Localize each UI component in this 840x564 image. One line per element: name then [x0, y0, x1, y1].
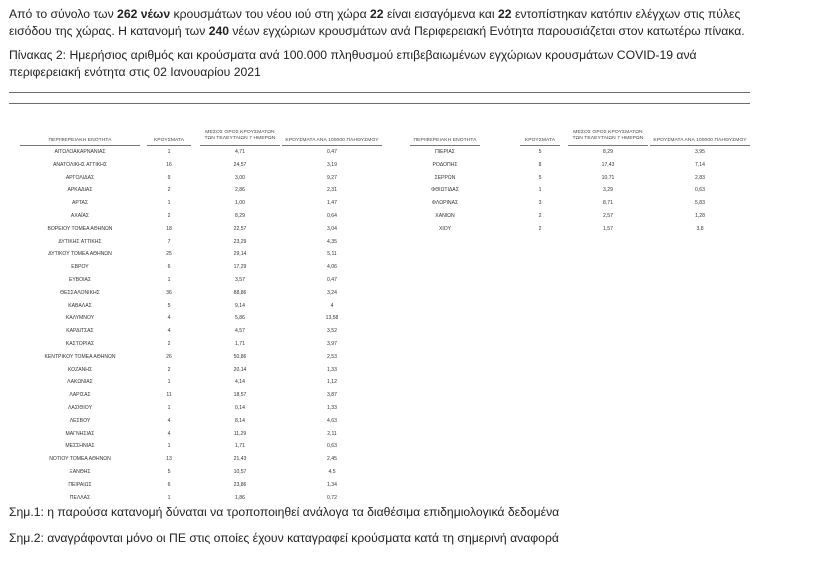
cell-cases: 5	[538, 174, 542, 181]
cell-avg7: 4,14	[235, 379, 245, 386]
cell-per100k: 4,06	[327, 264, 337, 271]
cell-per100k: 1,12	[327, 379, 337, 386]
cell-cases: 4	[167, 417, 171, 424]
cell-avg7: 11,29	[233, 430, 247, 437]
cell-region: ΔΥΤΙΚΟΥ ΤΟΜΕΑ ΑΘΗΝΩΝ	[48, 251, 112, 258]
cell-per100k: 3,24	[327, 289, 337, 296]
cell-avg7: 22,57	[233, 225, 247, 232]
cell-avg7: 3,00	[235, 174, 245, 181]
cell-cases: 6	[167, 481, 171, 488]
cell-cases: 1	[167, 200, 171, 207]
cell-per100k: 3,95	[695, 149, 705, 155]
header-region: ΠΕΡΙΦΕΡΕΙΑΚΗ ΕΝΟΤΗΤΑ	[48, 138, 112, 143]
cell-avg7: 2,86	[235, 187, 245, 194]
cell-avg7: 2,57	[603, 213, 613, 219]
cell-avg7: 1,71	[235, 443, 245, 450]
cell-avg7: 17,29	[233, 264, 247, 271]
cell-cases: 2	[167, 187, 171, 194]
cell-avg7: 3,29	[603, 187, 613, 194]
cell-avg7: 0,14	[235, 405, 245, 411]
cell-per100k: 3,8	[696, 225, 704, 232]
cell-region: ΠΕΛΛΑΣ	[69, 494, 91, 501]
header-per100k: ΚΡΟΥΣΜΑΤΑ ΑΝΑ 100000 ΠΛΗΘΥΣΜΟΥ	[285, 138, 379, 143]
cell-cases: 4	[167, 328, 171, 335]
cell-avg7: 29,14	[233, 251, 247, 258]
cell-per100k: 9,27	[327, 174, 337, 181]
cell-per100k: 2,53	[327, 353, 337, 360]
header-cases: ΚΡΟΥΣΜΑΤΑ	[153, 138, 185, 143]
cell-cases: 1	[167, 443, 171, 450]
cell-per100k: 4,5	[328, 469, 336, 475]
cell-cases: 2	[538, 213, 542, 219]
cell-per100k: 0,72	[327, 494, 337, 501]
cell-per100k: 0,63	[327, 443, 337, 450]
intro-imported: 22	[370, 7, 384, 21]
table-left	[20, 130, 400, 500]
cell-region: ΚΟΖΑΝΗΣ	[67, 366, 93, 373]
intro-text-2: κρουσμάτων του νέου ιού στη χώρα	[170, 7, 371, 21]
note-1: Σημ.1: η παρούσα κατανομή δύναται να τροποποιηθεί ανάλογα τα διαθέσιμα επιδημιολογικά δεδομένα	[9, 505, 560, 519]
cell-cases: 2	[167, 341, 171, 347]
cell-region: ΡΟΔΟΠΗΣ	[432, 161, 458, 168]
cell-cases: 1	[167, 149, 171, 155]
header-underline-per100k	[650, 145, 750, 146]
cell-region: ΛΑΚΩΝΙΑΣ	[67, 379, 93, 386]
cell-cases: 13	[166, 456, 172, 463]
cell-per100k: 13,58	[325, 315, 339, 322]
cell-cases: 8	[538, 161, 542, 168]
cell-per100k: 2,11	[327, 430, 337, 437]
cell-region: ΘΕΣΣΑΛΟΝΙΚΗΣ	[60, 289, 100, 296]
cell-region: ΑΝΑΤΟΛΙΚΗΣ ΑΤΤΙΚΗΣ	[52, 161, 108, 168]
cell-region: ΚΕΝΤΡΙΚΟΥ ΤΟΜΕΑ ΑΘΗΝΩΝ	[44, 353, 116, 360]
table-caption: Πίνακας 2: Ημερήσιος αριθμός και κρούσματα ανά 100.000 πληθυσμού επιβεβαιωμένων εγχώριων κρουσμάτων COVID-19 ανά περιφερειακή ενότητα στις 02 Ιανουαρίου 2021	[9, 48, 697, 79]
intro-border-checks: 22	[498, 7, 512, 21]
cell-region: ΛΕΣΒΟΥ	[69, 417, 91, 424]
header-underline-cases	[520, 145, 560, 146]
cell-cases: 1	[167, 494, 171, 501]
cell-region: ΚΑΒΑΛΑΣ	[68, 302, 92, 309]
cell-region: ΝΟΤΙΟΥ ΤΟΜΕΑ ΑΘΗΝΩΝ	[49, 456, 111, 463]
cell-per100k: 3,97	[327, 341, 337, 347]
cell-avg7: 1,00	[235, 200, 245, 207]
header-underline-per100k	[282, 145, 382, 146]
cell-per100k: 1,34	[327, 481, 337, 488]
cell-per100k: 1,33	[327, 405, 337, 411]
cell-region: ΑΡΚΑΔΙΑΣ	[67, 187, 93, 194]
cell-cases: 1	[167, 277, 171, 283]
intro-text-3: είναι εισαγόμενα και	[383, 7, 499, 21]
cell-per100k: 3,04	[327, 225, 337, 232]
cell-per100k: 4,63	[327, 417, 337, 424]
cell-cases: 25	[166, 251, 172, 258]
cell-cases: 5	[538, 149, 542, 155]
cell-per100k: 2,31	[327, 187, 337, 194]
cell-avg7: 18,57	[233, 392, 247, 399]
cell-region: ΑΙΤΩΛΟΑΚΑΡΝΑΝΙΑΣ	[54, 149, 106, 155]
intro-text-1: Από το σύνολο των	[9, 7, 118, 21]
cell-region: ΕΒΡΟΥ	[71, 264, 89, 271]
header-region: ΠΕΡΙΦΕΡΕΙΑΚΗ ΕΝΟΤΗΤΑ	[413, 138, 477, 143]
cell-region: ΠΙΕΡΙΑΣ	[435, 149, 455, 155]
divider-top	[9, 92, 750, 93]
cell-per100k: 0,47	[327, 149, 337, 155]
cell-cases: 5	[167, 302, 171, 309]
cell-region: ΞΑΝΘΗΣ	[69, 469, 91, 475]
cell-per100k: 0,64	[327, 213, 337, 219]
cell-cases: 1	[167, 405, 171, 411]
intro-total-new: 262 νέων	[117, 7, 171, 21]
header-per100k: ΚΡΟΥΣΜΑΤΑ ΑΝΑ 100000 ΠΛΗΘΥΣΜΟΥ	[653, 138, 747, 143]
header-cases: ΚΡΟΥΣΜΑΤΑ	[524, 138, 556, 143]
cell-cases: 1	[538, 187, 542, 194]
intro-domestic: 240	[208, 23, 230, 38]
header-underline-region	[410, 145, 480, 146]
cell-per100k: 0,63	[695, 187, 705, 194]
cell-per100k: 2,83	[695, 174, 705, 181]
intro-text-5: νέων εγχώριων κρουσμάτων ανά Περιφερειακή Ενότητα παρουσιάζεται στον κατωτέρω πίνακα.	[229, 23, 745, 38]
cell-per100k: 4	[330, 302, 334, 309]
cell-per100k: 3,87	[327, 392, 337, 399]
cell-region: ΑΡΓΟΛΙΔΑΣ	[65, 174, 95, 181]
table-right	[410, 130, 760, 250]
cell-avg7: 10,57	[233, 469, 247, 475]
cell-avg7: 21,43	[233, 456, 247, 463]
cell-per100k: 3,52	[327, 328, 337, 335]
cell-per100k: 1,47	[327, 200, 337, 207]
cell-per100k: 2,45	[327, 456, 337, 463]
cell-avg7: 1,71	[235, 341, 245, 347]
cell-avg7: 9,14	[235, 302, 245, 309]
cell-avg7: 5,86	[235, 315, 245, 322]
cell-region: ΜΑΓΝΗΣΙΑΣ	[65, 430, 95, 437]
cell-region: ΚΑΛΥΜΝΟΥ	[65, 315, 95, 322]
cell-per100k: 5,11	[327, 251, 337, 258]
cell-cases: 6	[167, 264, 171, 271]
cell-cases: 4	[167, 315, 171, 322]
cell-avg7: 10,71	[601, 174, 615, 181]
cell-cases: 4	[167, 430, 171, 437]
divider-bottom	[9, 103, 750, 104]
cell-avg7: 1,57	[603, 225, 613, 232]
header-underline-region	[20, 145, 140, 146]
cell-per100k: 1,33	[327, 366, 337, 373]
cell-cases: 9	[167, 174, 171, 181]
cell-region: ΔΥΤΙΚΗΣ ΑΤΤΙΚΗΣ	[58, 238, 102, 245]
cell-avg7: 8,29	[603, 149, 613, 155]
cell-cases: 2	[167, 213, 171, 219]
cell-avg7: 4,57	[235, 328, 245, 335]
cell-avg7: 24,57	[233, 161, 247, 168]
cell-region: ΑΧΑΪΑΣ	[70, 213, 90, 219]
cell-region: ΜΕΣΣΗΝΙΑΣ	[65, 443, 95, 450]
cell-avg7: 8,71	[603, 200, 613, 207]
header-avg7: ΜΕΣΟΣ ΟΡΟΣ ΚΡΟΥΣΜΑΤΩΝ ΤΩΝ ΤΕΛΕΥΤΑΙΩΝ 7 ΗΜΕΡΩΝ	[204, 130, 276, 141]
cell-cases: 2	[167, 366, 171, 373]
cell-region: ΣΕΡΡΩΝ	[434, 174, 456, 181]
cell-region: ΦΘΙΩΤΙΔΑΣ	[431, 187, 459, 194]
cell-per100k: 7,14	[695, 161, 705, 168]
cell-avg7: 3,57	[235, 277, 245, 283]
cell-avg7: 8,29	[235, 213, 245, 219]
cell-cases: 16	[166, 161, 172, 168]
cell-avg7: 50,86	[233, 353, 247, 360]
cell-region: ΛΑΡΙΣΑΣ	[69, 392, 91, 399]
cell-region: ΚΑΣΤΟΡΙΑΣ	[65, 341, 95, 347]
cell-cases: 5	[167, 469, 171, 475]
cell-avg7: 1,86	[235, 494, 245, 501]
header-underline-cases	[147, 145, 191, 146]
cell-region: ΚΑΡΔΙΤΣΑΣ	[66, 328, 94, 335]
cell-region: ΧΙΟΥ	[438, 225, 451, 232]
cell-per100k: 0,47	[327, 277, 337, 283]
cell-cases: 18	[166, 225, 172, 232]
cell-cases: 1	[167, 379, 171, 386]
cell-avg7: 4,71	[235, 149, 245, 155]
cell-cases: 2	[538, 225, 542, 232]
cell-avg7: 20,14	[233, 366, 247, 373]
cell-per100k: 4,35	[327, 238, 337, 245]
note-2: Σημ.2: αναγράφονται μόνο οι ΠΕ στις οποίες έχουν καταγραφεί κρούσματα κατά τη σημερινή αναφορά	[9, 531, 559, 545]
cell-avg7: 23,86	[233, 481, 247, 488]
cell-cases: 11	[166, 392, 172, 399]
header-avg7: ΜΕΣΟΣ ΟΡΟΣ ΚΡΟΥΣΜΑΤΩΝ ΤΩΝ ΤΕΛΕΥΤΑΙΩΝ 7 ΗΜΕΡΩΝ	[572, 130, 644, 141]
cell-cases: 7	[167, 238, 171, 245]
cell-region: ΒΟΡΕΙΟΥ ΤΟΜΕΑ ΑΘΗΝΩΝ	[47, 225, 113, 232]
cell-cases: 36	[166, 289, 172, 296]
cell-avg7: 23,29	[233, 238, 247, 245]
header-underline-avg7	[200, 145, 280, 146]
cell-region: ΦΛΩΡΙΝΑΣ	[431, 200, 459, 207]
cell-region: ΕΥΒΟΙΑΣ	[68, 277, 92, 283]
cell-avg7: 8,14	[235, 417, 245, 424]
cell-per100k: 5,83	[695, 200, 705, 207]
cell-region: ΑΡΤΑΣ	[71, 200, 89, 207]
cell-per100k: 1,28	[695, 213, 705, 219]
cell-avg7: 88,86	[233, 289, 247, 296]
cell-per100k: 3,19	[327, 161, 337, 168]
cell-region: ΠΕΙΡΑΙΩΣ	[68, 481, 92, 488]
cell-avg7: 17,43	[601, 161, 615, 168]
intro-paragraph	[9, 6, 769, 39]
cell-region: ΧΑΝΙΩΝ	[435, 213, 455, 219]
intro-text-4: εντοπίστηκαν κατόπιν ελέγχων στις πύλες εισόδου της χώρας. Η κατανομή των	[9, 7, 741, 38]
cell-cases: 3	[538, 200, 542, 207]
cell-region: ΛΑΣΙΘΙΟΥ	[68, 405, 92, 411]
header-underline-avg7	[568, 145, 648, 146]
cell-cases: 26	[166, 353, 172, 360]
